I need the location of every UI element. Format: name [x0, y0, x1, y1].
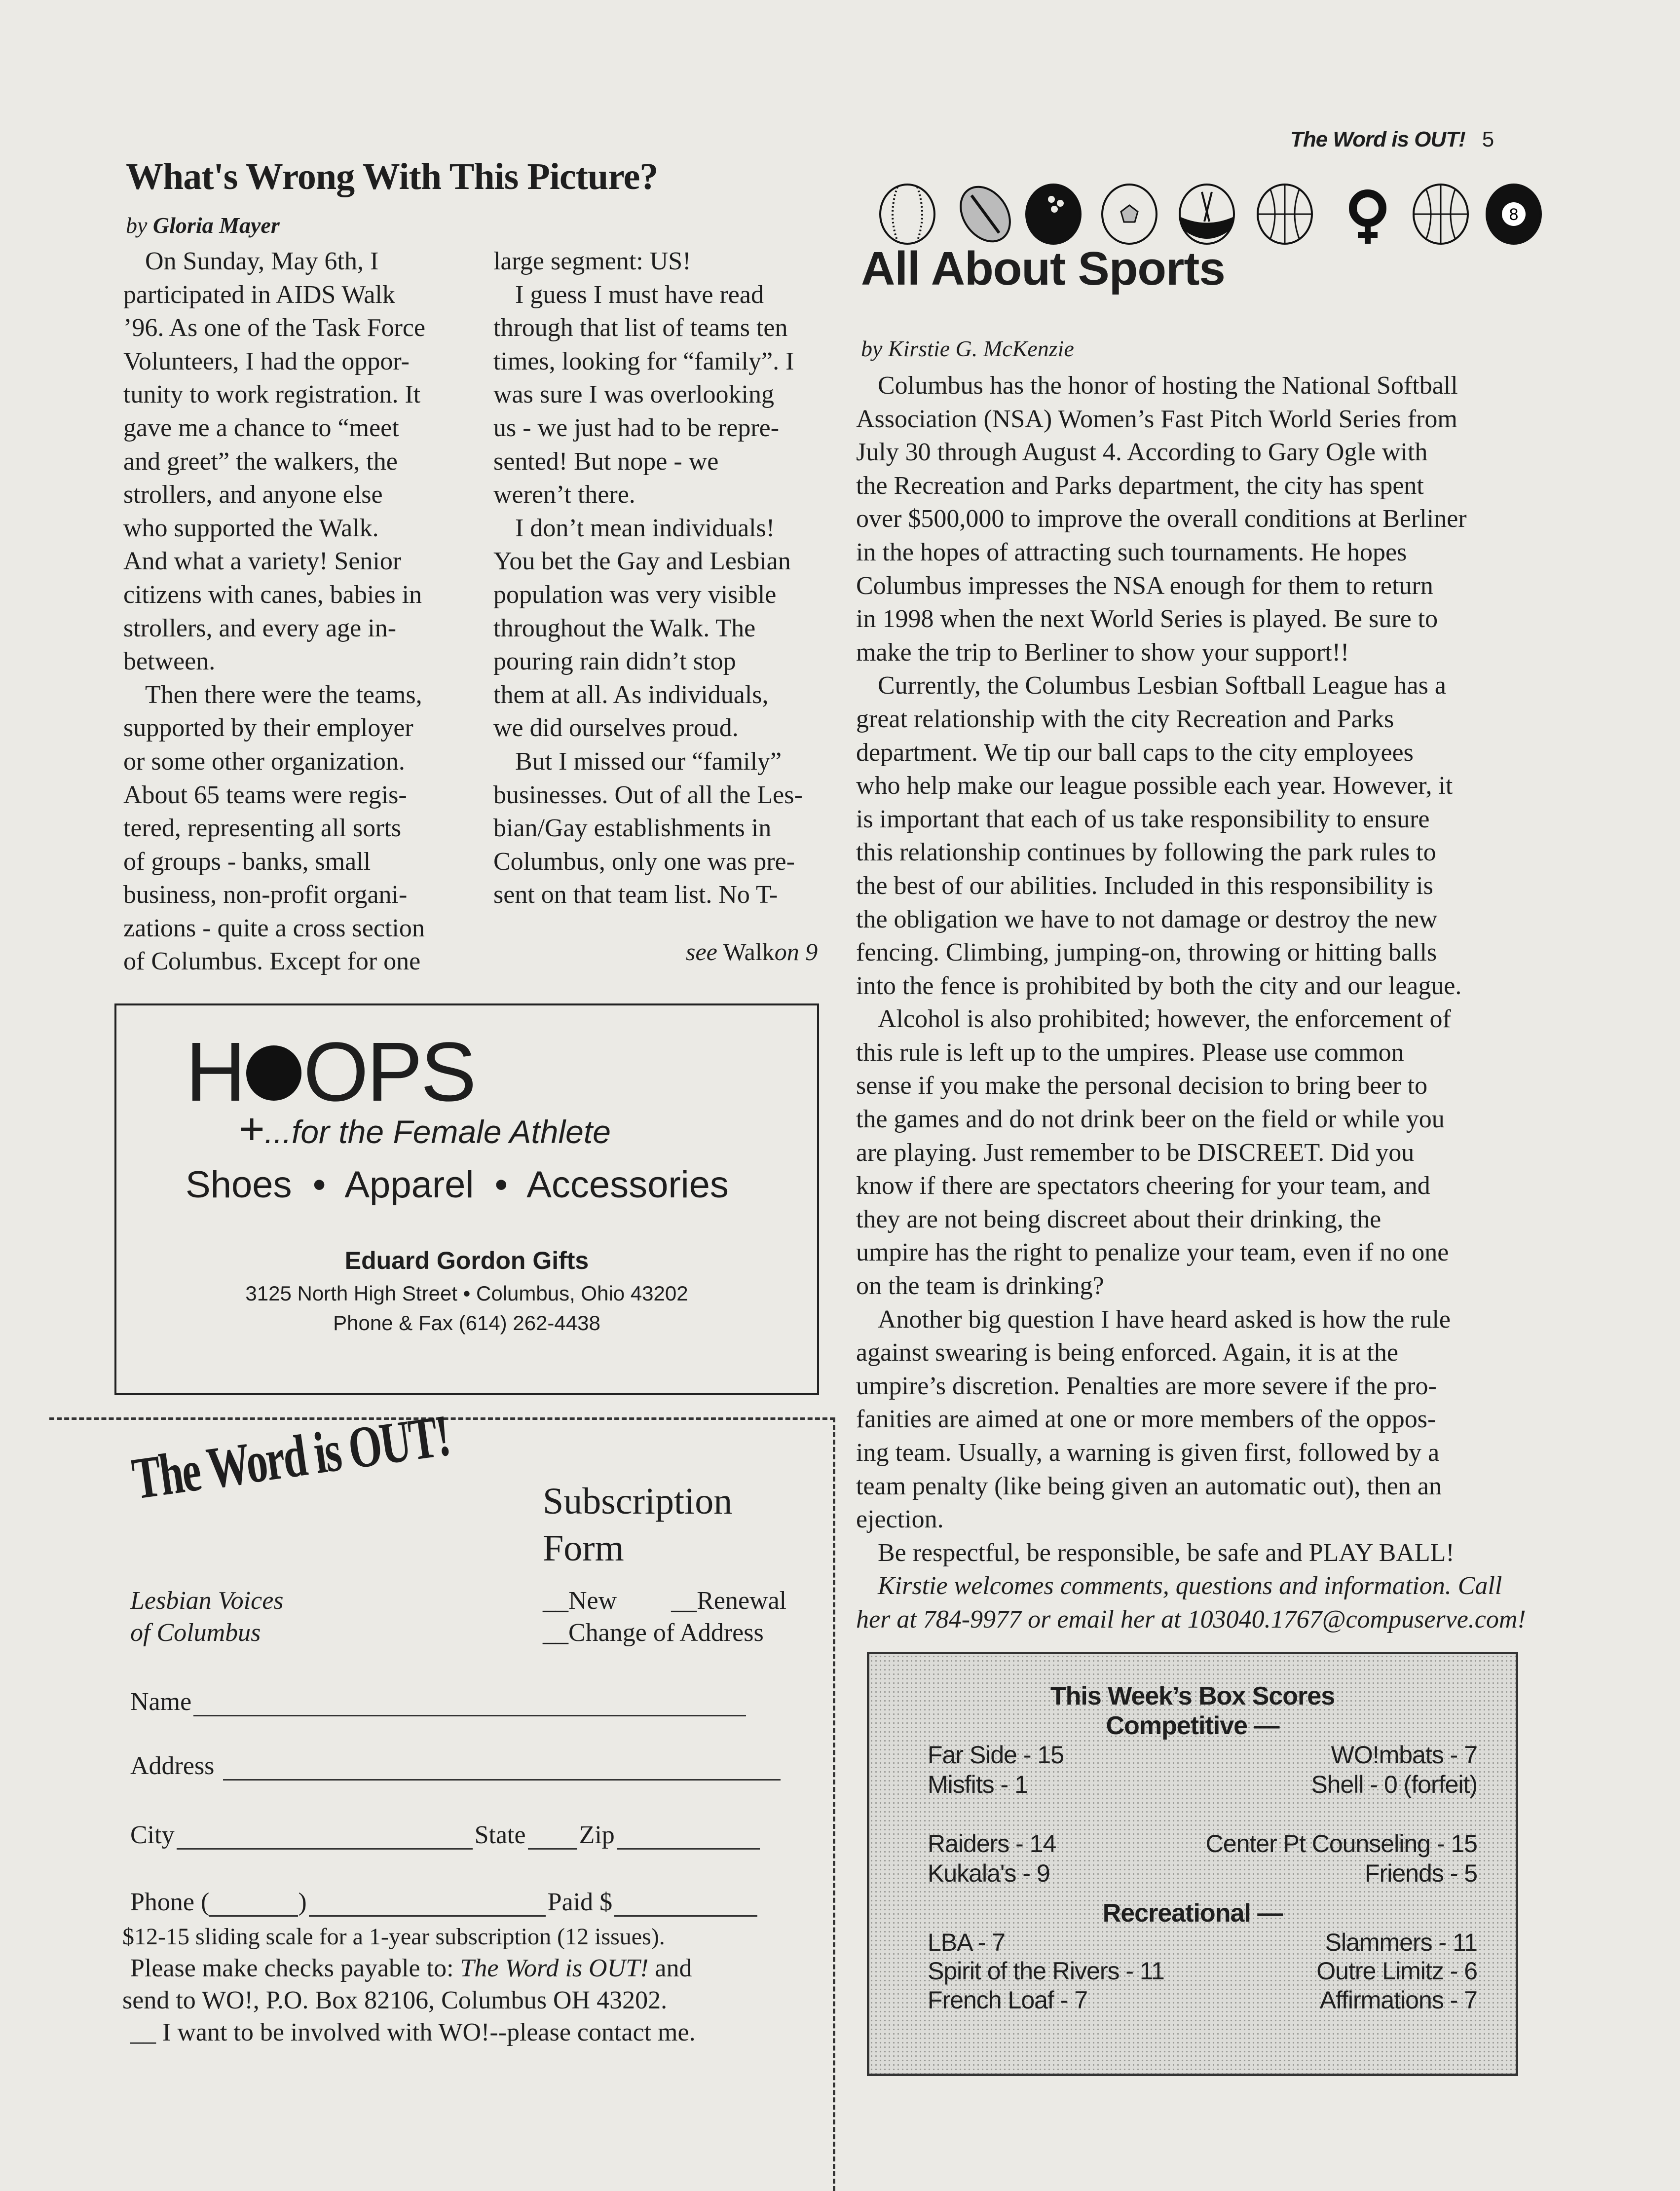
- state-label: State: [474, 1821, 526, 1849]
- publication-name: The Word is OUT!: [1290, 127, 1465, 151]
- text-line: Currently, the Columbus Lesbian Softball League has a: [878, 671, 1446, 700]
- text-line: great relationship with the city Recreation and Parks: [856, 705, 1394, 733]
- score-left: French Loaf - 7: [928, 1986, 1088, 2014]
- option-renewal[interactable]: __Renewal: [671, 1587, 787, 1615]
- author-name: Gloria Mayer: [152, 213, 280, 238]
- phone-close: ): [298, 1888, 307, 1916]
- continued-link[interactable]: [686, 937, 818, 966]
- text-line: of groups - banks, small: [123, 847, 371, 876]
- text-line: pouring rain didn’t stop: [493, 647, 736, 676]
- logo-rest: OPS: [303, 1025, 475, 1119]
- text-line: into the fence is prohibited by both the city and our league.: [856, 971, 1462, 1000]
- phone-input[interactable]: [309, 1892, 546, 1917]
- text-line: tunity to work registration. It: [123, 380, 421, 409]
- score-right: Center Pt Counseling - 15: [1205, 1830, 1477, 1857]
- sports-icons: [878, 184, 1569, 248]
- text-line: through that list of teams ten: [493, 314, 788, 342]
- text-line: I guess I must have read: [515, 280, 764, 309]
- text-line: the obligation we have to not damage or destroy the new: [856, 905, 1438, 933]
- eight-ball-label: 8: [1509, 205, 1519, 224]
- text-line: them at all. As individuals,: [493, 680, 769, 709]
- score-left: Misfits - 1: [928, 1771, 1028, 1798]
- text-line: Be respectful, be responsible, be safe and PLAY BALL!: [878, 1538, 1455, 1567]
- score-right: Slammers - 11: [1325, 1929, 1477, 1956]
- score-right: Friends - 5: [1365, 1859, 1477, 1887]
- text-line: we did ourselves proud.: [493, 714, 739, 743]
- baseball-icon: [880, 185, 934, 244]
- text-line: strollers, and every age in-: [123, 614, 397, 642]
- text-line: supported by their employer: [123, 714, 413, 743]
- score-row: [928, 1859, 1477, 1888]
- cut-line-vertical: [833, 1417, 835, 2191]
- text-line: the best of our abilities. Included in this responsibility is: [856, 871, 1433, 900]
- text-line: Columbus, only one was pre-: [493, 847, 795, 876]
- text-line: sense if you make the personal decision to bring beer to: [856, 1072, 1428, 1100]
- text-line: they are not being discreet about their drinking, the: [856, 1205, 1381, 1233]
- sports-article-body: [856, 369, 1526, 1636]
- score-left: LBA - 7: [928, 1929, 1005, 1956]
- text-line: strollers, and anyone else: [123, 481, 383, 509]
- text-line: in 1998 when the next World Series is played. Be sure to: [856, 605, 1438, 633]
- text-line: the games and do not drink beer on the field or while you: [856, 1105, 1445, 1134]
- article-column-1: [123, 245, 425, 978]
- text-line: large segment: US!: [493, 247, 691, 275]
- continued-page: on 9: [774, 938, 818, 966]
- sports-byline: by Kirstie G. McKenzie: [861, 336, 1074, 361]
- text-line: make the trip to Berliner to show your support!!: [856, 638, 1349, 667]
- venus-symbol-icon: [1353, 193, 1382, 244]
- text-line: tered, representing all sorts: [123, 814, 402, 843]
- text-line: department. We tip our ball caps to the city employees: [856, 738, 1414, 767]
- ad-phone: Phone & Fax (614) 262-4438: [333, 1311, 600, 1335]
- article-title: What's Wrong With This Picture?: [126, 156, 658, 197]
- text-line: or some other organization.: [123, 747, 405, 776]
- score-left: Kukala's - 9: [928, 1859, 1050, 1887]
- phone-paid-field[interactable]: [130, 1888, 759, 1917]
- city-label: City: [130, 1821, 175, 1849]
- score-left: Far Side - 15: [928, 1741, 1064, 1769]
- score-right: Shell - 0 (forfeit): [1311, 1771, 1477, 1798]
- score-right: WO!mbats - 7: [1331, 1741, 1477, 1769]
- text-line: fencing. Climbing, jumping-on, throwing or hitting balls: [856, 938, 1437, 967]
- text-line: the Recreation and Parks department, the city has spent: [856, 471, 1424, 500]
- text-line: ing team. Usually, a warning is given first, followed by a: [856, 1439, 1440, 1467]
- text-line: ejection.: [856, 1505, 944, 1534]
- text-line: bian/Gay establishments in: [493, 814, 772, 843]
- checks-payee: The Word is OUT!: [460, 1954, 649, 1982]
- text-line: in the hopes of attracting such tournaments. He hopes: [856, 538, 1407, 566]
- word-is-out-logo: The Word is OUT!: [128, 1402, 453, 1512]
- text-line: citizens with canes, babies in: [123, 580, 422, 609]
- text-line: weren’t there.: [493, 481, 635, 509]
- text-line: Alcohol is also prohibited; however, the enforcement of: [878, 1005, 1451, 1034]
- box-scores-title: This Week’s Box Scores: [1050, 1682, 1335, 1710]
- city-state-zip-field[interactable]: [130, 1820, 762, 1850]
- text-line: are playing. Just remember to be DISCREET. Did you: [856, 1138, 1415, 1167]
- score-right: Outre Limitz - 6: [1316, 1957, 1477, 1985]
- checks-suffix: and: [648, 1954, 692, 1982]
- page-number: 5: [1482, 127, 1494, 151]
- text-line: business, non-profit organi-: [123, 881, 408, 909]
- name-field[interactable]: [130, 1687, 748, 1716]
- subscription-heading-form: Form: [543, 1527, 624, 1569]
- running-header: [1290, 127, 1493, 152]
- text-line: ’96. As one of the Task Force: [123, 314, 426, 342]
- venus-cross-icon: +: [239, 1105, 265, 1154]
- football-icon: [951, 184, 1020, 248]
- text-line: who supported the Walk.: [123, 514, 379, 542]
- subscription-heading: Subscription: [543, 1481, 733, 1522]
- mailing-address: send to WO!, P.O. Box 82106, Columbus OH 43202.: [122, 1986, 668, 2014]
- competitive-heading: Competitive —: [1106, 1711, 1279, 1740]
- sports-icons-row: [878, 184, 1569, 250]
- sports-title: All About Sports: [861, 242, 1225, 295]
- text-line: And what a variety! Senior: [123, 547, 402, 576]
- score-row: [928, 1770, 1477, 1799]
- text-line: Volunteers, I had the oppor-: [123, 347, 410, 375]
- text-line: Then there were the teams,: [145, 680, 422, 709]
- text-line: this relationship continues by following the park rules to: [856, 838, 1436, 867]
- text-line: of Columbus. Except for one: [123, 947, 421, 976]
- text-line: times, looking for “family”. I: [493, 347, 794, 375]
- byline-prefix: by: [126, 213, 148, 238]
- article-column-2: [493, 245, 803, 912]
- state-input[interactable]: [528, 1824, 577, 1850]
- zip-label: Zip: [579, 1821, 615, 1849]
- text-line: gave me a chance to “meet: [123, 413, 399, 442]
- closing-line: her at 784-9977 or email her at 103040.1767@compuserve.com!: [856, 1605, 1526, 1634]
- text-line: Columbus impresses the NSA enough for them to return: [856, 571, 1433, 600]
- text-line: I don’t mean individuals!: [515, 514, 775, 542]
- logo-subtitle-2: of Columbus: [130, 1619, 261, 1647]
- text-line: population was very visible: [493, 580, 777, 609]
- text-line: on the team is drinking?: [856, 1272, 1104, 1300]
- box-scores: [867, 1652, 1518, 2076]
- text-line: About 65 teams were regis-: [123, 780, 407, 809]
- article-byline: [126, 212, 280, 238]
- score-left: Spirit of the Rivers - 11: [928, 1957, 1164, 1985]
- text-line: Association (NSA) Women’s Fast Pitch World Series from: [856, 405, 1457, 433]
- zip-input[interactable]: [617, 1824, 760, 1850]
- bowling-ball-icon: [1026, 185, 1081, 244]
- ad-address: 3125 North High Street • Columbus, Ohio 43202: [245, 1282, 688, 1305]
- address-label: Address: [130, 1752, 215, 1780]
- text-line: zations - quite a cross section: [123, 914, 425, 942]
- basketball-venus-icon: [246, 1045, 301, 1101]
- text-line: But I missed our “family”: [515, 747, 782, 776]
- paid-input[interactable]: [614, 1892, 757, 1917]
- text-line: Columbus has the honor of hosting the National Softball: [878, 371, 1458, 400]
- score-row: [928, 1957, 1477, 1985]
- score-row: [928, 1741, 1477, 1769]
- phone-label: Phone (: [130, 1888, 210, 1916]
- soccer-ball-icon: [1102, 185, 1157, 244]
- name-label: Name: [130, 1688, 192, 1716]
- text-line: umpire has the right to penalize your team, even if no one: [856, 1238, 1449, 1267]
- option-change-address[interactable]: __Change of Address: [543, 1619, 764, 1647]
- score-right: Affirmations - 7: [1319, 1986, 1477, 2014]
- hoops-logo: [186, 1025, 475, 1119]
- text-line: participated in AIDS Walk: [123, 280, 395, 309]
- option-new[interactable]: [543, 1586, 786, 1615]
- score-row: [928, 1986, 1477, 2014]
- ad-tagline: ...for the Female Athlete: [264, 1114, 611, 1150]
- recreational-heading: Recreational —: [1102, 1899, 1283, 1928]
- text-line: On Sunday, May 6th, I: [145, 247, 379, 275]
- logo-subtitle: Lesbian Voices: [130, 1587, 284, 1615]
- hockey-puck-icon: [1180, 185, 1234, 244]
- text-line: sent on that team list. No T-: [493, 881, 778, 909]
- score-row: [928, 1829, 1477, 1858]
- checks-prefix: Please make checks payable to:: [130, 1954, 460, 1982]
- ad-products: Shoes • Apparel • Accessories: [186, 1164, 729, 1206]
- city-input[interactable]: [177, 1824, 473, 1850]
- text-line: who help make our league possible each year. However, it: [856, 772, 1453, 800]
- ad-store-name: Eduard Gordon Gifts: [344, 1247, 589, 1274]
- involve-checkbox[interactable]: __ I want to be involved with WO!--please contact me.: [130, 2018, 696, 2046]
- text-line: know if there are spectators cheering for your team, and: [856, 1172, 1430, 1200]
- option-new-label: __New: [543, 1587, 617, 1615]
- checks-note: [130, 1954, 692, 1983]
- address-field[interactable]: [130, 1751, 783, 1781]
- text-line: fanities are aimed at one or more members of the oppos-: [856, 1405, 1436, 1434]
- price-note: $12-15 sliding scale for a 1-year subscription (12 issues).: [122, 1924, 665, 1950]
- text-line: team penalty (like being given an automatic out), then an: [856, 1472, 1442, 1500]
- name-input[interactable]: [193, 1691, 746, 1716]
- text-line: sented! But nope - we: [493, 447, 719, 476]
- logo-h: H: [186, 1025, 244, 1119]
- area-code-input[interactable]: [209, 1892, 298, 1917]
- text-line: between.: [123, 647, 216, 676]
- address-input[interactable]: [223, 1755, 781, 1781]
- text-line: July 30 through August 4. According to Gary Ogle with: [856, 438, 1428, 467]
- text-line: this rule is left up to the umpires. Please use common: [856, 1038, 1404, 1067]
- text-line: and greet” the walkers, the: [123, 447, 398, 476]
- text-line: over $500,000 to improve the overall conditions at Berliner: [856, 505, 1467, 533]
- volleyball-icon: [1258, 185, 1312, 244]
- score-row: [928, 1928, 1477, 1957]
- text-line: Another big question I have heard asked is how the rule: [878, 1305, 1451, 1334]
- hoops-advertisement: [114, 1003, 819, 1395]
- text-line: is important that each of us take responsibility to ensure: [856, 805, 1430, 833]
- text-line: throughout the Walk. The: [493, 614, 756, 642]
- continued-ref: Walk: [723, 938, 775, 966]
- eight-ball-icon: [1487, 185, 1541, 244]
- text-line: against swearing is being enforced. Again, it is at the: [856, 1338, 1398, 1367]
- text-line: You bet the Gay and Lesbian: [493, 547, 791, 576]
- paid-label: Paid $: [547, 1888, 613, 1916]
- score-left: Raiders - 14: [928, 1830, 1056, 1857]
- text-line: us - we just had to be repre-: [493, 413, 780, 442]
- continued-prefix: see: [686, 938, 717, 966]
- text-line: was sure I was overlooking: [493, 380, 774, 409]
- basketball-icon: [1414, 185, 1468, 244]
- text-line: businesses. Out of all the Les-: [493, 780, 803, 809]
- closing-line: Kirstie welcomes comments, questions and information. Call: [878, 1572, 1502, 1600]
- text-line: umpire’s discretion. Penalties are more severe if the pro-: [856, 1372, 1437, 1400]
